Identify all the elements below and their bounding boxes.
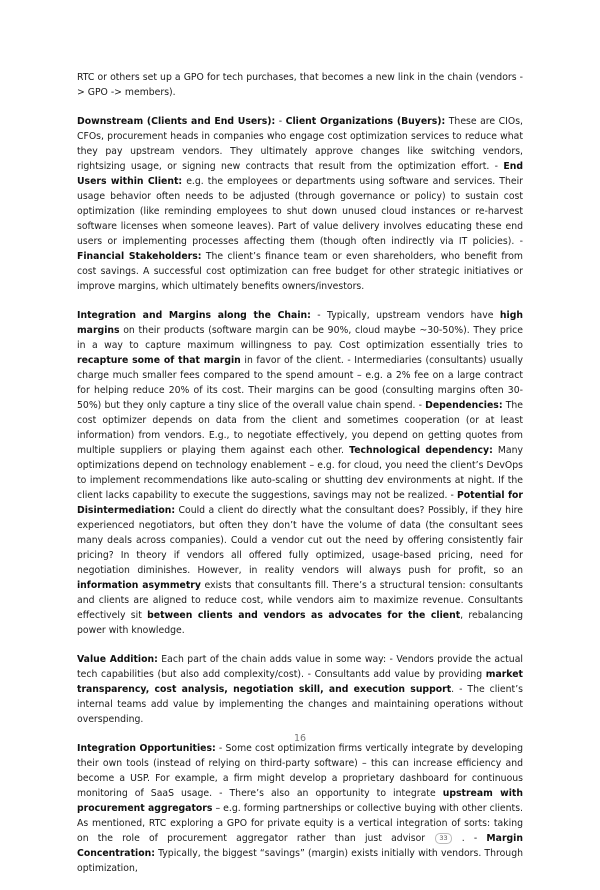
text-run: in favor of the client. - Intermediaries (consultants) usually charge much smaller fees compared to the spend amount – e.g. a 2% fee on a large contract for helping reduce 20% of its cost. Their margins can be good (consulting margins often 30-50%) but they only capture a tiny slice of the overall value chain spend. - bbox=[77, 355, 523, 411]
bold-term: upstream with procurement aggregators bbox=[77, 788, 523, 814]
paragraph bbox=[77, 652, 523, 727]
bold-term: Client Organizations (Buyers): bbox=[285, 116, 446, 127]
text-run: These are CIOs, CFOs, procurement heads in companies who engage cost optimization services to reduce what they pay upstream vendors. They ultimately approve changes like switching vendors, rightsizing usage, or signing new contracts that result from the optimization effort. - bbox=[77, 116, 523, 172]
text-run: exists that consultants fill. There’s a structural tension: consultants and clients are aligned to reduce cost, while vendors aim to maximize revenue. Consultants effectively sit bbox=[77, 580, 524, 621]
bold-term: Integration Opportunities: bbox=[77, 743, 216, 754]
text-run: The client’s finance team or even shareholders, who benefit from cost savings. A successful cost optimization can free budget for other strategic initiatives or improve margins, which ultimately benefits owners/investors. bbox=[77, 251, 523, 292]
bold-term: high margins bbox=[77, 310, 523, 336]
text-run: Typically, the biggest “savings” (margin) exists initially with vendors. Through optimization, bbox=[77, 848, 523, 874]
bold-term: information asymmetry bbox=[77, 580, 201, 591]
text-run: RTC or others set up a GPO for tech purchases, that becomes a new link in the chain (vendors -> GPO -> members). bbox=[77, 72, 523, 98]
bold-term: Technological dependency: bbox=[349, 445, 493, 456]
text-run: - Typically, upstream vendors have bbox=[310, 310, 500, 321]
text-run: e.g. the employees or departments using software and services. Their usage behavior often needs to be adjusted (through governance or policy) to sustain cost optimization (like reminding employees to shut down unused cloud instances or re-harvest software licenses when someone leaves). Part of value delivery involves educating these end users or implementing processes affecting them (though often indirectly via IT policies). - bbox=[77, 176, 524, 247]
text-run: - bbox=[275, 116, 286, 127]
text-run: – e.g. forming partnerships or collective buying with other clients. As mentioned, RTC exploring a GPO for private equity is a vertical integration of sorts: taking on the role of procurement aggregator rather than just advisor bbox=[77, 803, 523, 844]
citation-marker[interactable]: 33 bbox=[435, 833, 451, 844]
text-run: . - bbox=[452, 833, 487, 844]
text-run: - Some cost optimization firms vertically integrate by developing their own tools (instead of relying on third-party software) – this can increase efficiency and become a USP. For example, a firm might develop a proprietary dashboard for continuous monitoring of SaaS usage. - There’s also an opportunity to integrate bbox=[77, 743, 523, 799]
bold-term: recapture some of that margin bbox=[77, 355, 241, 366]
text-run: The cost optimizer depends on data from the client and sometimes cooperation (or at least information) from vendors. E.g., to negotiate effectively, you depend on getting quotes from multiple suppliers or playing them against each other. bbox=[77, 400, 523, 456]
body-text bbox=[77, 70, 523, 890]
bold-term: Potential for Disintermediation: bbox=[77, 490, 523, 516]
bold-term: Dependencies: bbox=[425, 400, 503, 411]
text-run: Could a client do directly what the consultant does? Possibly, if they hire experienced negotiators, but often they don’t have the volume of data (the consultant sees many deals across companies). Could a vendor cut out the need by offering consistently fair pricing? In theory if vendors all offered fully optimized, usage-based pricing, need for negotiation diminishes. However, in reality vendors will always push for profit, so an bbox=[77, 505, 523, 576]
text-run: . - The client’s internal teams add value by implementing the changes and maintaining operations without overspending. bbox=[77, 684, 523, 725]
text-run: Many optimizations depend on technology enablement – e.g. for cloud, you need the client’s DevOps to implement recommendations like auto-scaling or shutting dev environments at night. If the client lacks capability to execute the suggestions, savings may not be realized. - bbox=[77, 445, 523, 501]
bold-term: Integration and Margins along the Chain: bbox=[77, 310, 311, 321]
bold-term: between clients and vendors as advocates for the client bbox=[147, 610, 461, 621]
paragraph bbox=[77, 70, 523, 100]
bold-term: Margin Concentration: bbox=[77, 833, 523, 859]
text-run: on their products (software margin can be 90%, cloud maybe ~30-50%). They price in a way to capture maximum willingness to pay. Cost optimization essentially tries to bbox=[77, 325, 523, 351]
bold-term: Downstream (Clients and End Users): bbox=[77, 116, 276, 127]
bold-term: End Users within Client: bbox=[77, 161, 523, 187]
page-number: 16 bbox=[293, 733, 307, 744]
paragraph bbox=[77, 114, 523, 294]
bold-term: market transparency, cost analysis, negotiation skill, and execution support bbox=[77, 669, 523, 695]
paragraph bbox=[77, 741, 523, 876]
text-run: , rebalancing power with knowledge. bbox=[77, 610, 523, 636]
paragraph bbox=[77, 308, 523, 638]
text-run: Each part of the chain adds value in some way: - Vendors provide the actual tech capabilities (but also add complexity/cost). - Consultants add value by providing bbox=[77, 654, 523, 680]
bold-term: Financial Stakeholders: bbox=[77, 251, 202, 262]
bold-term: Value Addition: bbox=[77, 654, 158, 665]
